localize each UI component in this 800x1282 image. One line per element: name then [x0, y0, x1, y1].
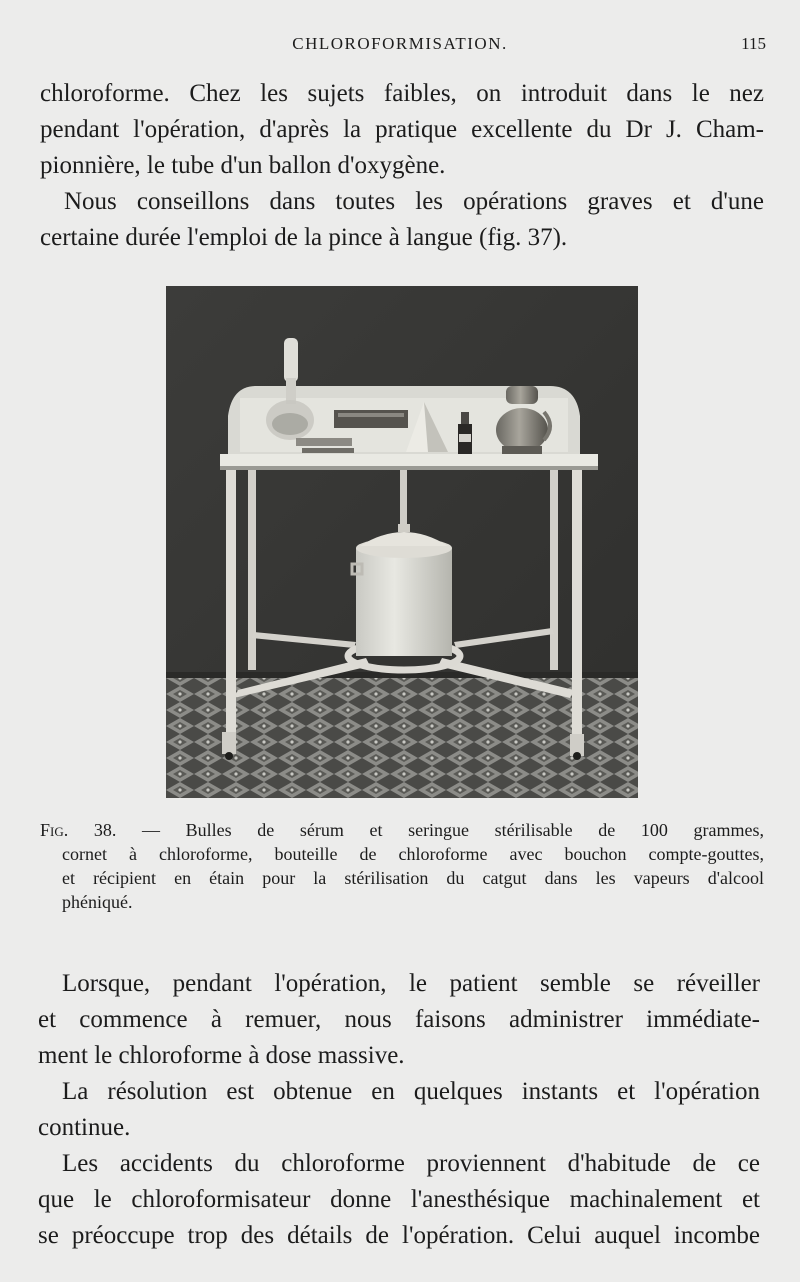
- page-header: [0, 34, 800, 58]
- caption-line: phéniqué.: [62, 892, 133, 912]
- text-line: ment le chloroforme à dose massive.: [38, 1042, 405, 1069]
- text-line: pendant l'opération, d'après la pratique excellente du Dr J. Cham-: [40, 116, 764, 143]
- paragraph: [38, 1074, 760, 1146]
- paragraph-continued: [40, 76, 764, 184]
- paragraph: [38, 966, 760, 1074]
- caption-line: et récipient en étain pour la stérilisation du catgut dans les vapeurs d'alcool: [62, 868, 764, 888]
- text-line: certaine durée l'emploi de la pince à langue (fig. 37).: [40, 224, 568, 251]
- instrument-table-photo: [166, 286, 638, 798]
- caption-text: — Bulles de sérum et seringue stérilisable de 100 grammes,: [141, 820, 764, 840]
- text-line: Les accidents du chloroforme proviennent d'habitude de ce: [62, 1150, 760, 1177]
- page-number: 115: [741, 34, 766, 53]
- caption-line: [40, 818, 764, 842]
- text-line: et commence à remuer, nous faisons administrer immédiate-: [38, 1006, 760, 1033]
- text-line: chloroforme. Chez les sujets faibles, on introduit dans le nez: [40, 80, 764, 107]
- text-line: Lorsque, pendant l'opération, le patient semble se réveiller: [62, 970, 760, 997]
- text-line: pionnière, le tube d'un ballon d'oxygène.: [40, 152, 446, 179]
- paragraph: [40, 184, 764, 256]
- text-line: que le chloroformisateur donne l'anesthésique machinalement et: [38, 1186, 760, 1213]
- figure-photograph: [166, 286, 638, 798]
- text-line: continue.: [38, 1114, 131, 1141]
- text-line: La résolution est obtenue en quelques instants et l'opération: [62, 1078, 760, 1105]
- text-line: Nous conseillons dans toutes les opérations graves et d'une: [64, 188, 764, 215]
- figure-label: Fig. 38.: [40, 820, 117, 840]
- running-title: CHLOROFORMISATION.: [292, 34, 508, 53]
- paragraph: [38, 1146, 760, 1254]
- text-line: se préoccupe trop des détails de l'opération. Celui auquel incombe: [38, 1222, 760, 1249]
- figure-caption: [40, 818, 764, 914]
- caption-line: cornet à chloroforme, bouteille de chloroforme avec bouchon compte-gouttes,: [62, 844, 764, 864]
